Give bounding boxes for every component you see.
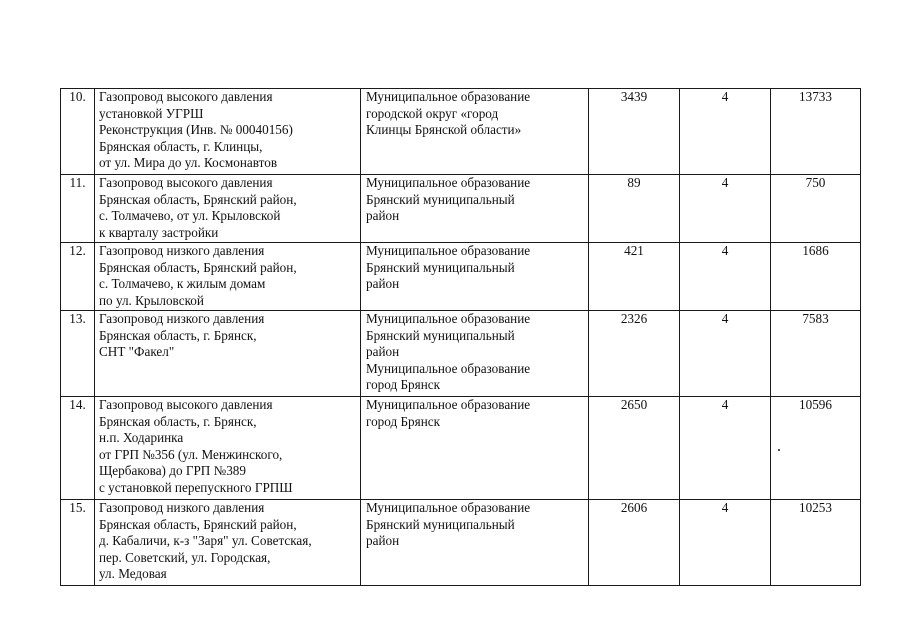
- length-cell: [589, 243, 680, 311]
- pressure-value: 4: [721, 175, 729, 190]
- object-name-line: ул. Медовая: [99, 566, 167, 582]
- row-number-cell: [61, 243, 95, 311]
- volume-cell: [771, 175, 861, 243]
- object-name-line: установкой УГРШ: [99, 105, 204, 121]
- object-name-line: от ГРП №356 (ул. Менжинского,: [99, 446, 283, 462]
- owner-line: город Брянск: [366, 413, 441, 429]
- object-name-line: Брянская область, Брянский район,: [99, 516, 297, 532]
- owner-cell: [361, 175, 589, 243]
- object-name-line: Брянская область, Брянский район,: [99, 259, 297, 275]
- volume-value: 750: [805, 175, 826, 190]
- object-name-line: Брянская область, Брянский район,: [99, 191, 297, 207]
- length-cell: [589, 89, 680, 175]
- pressure-value: 4: [721, 243, 729, 258]
- object-name-cell: [95, 243, 361, 311]
- object-name-line: с. Толмачево, от ул. Крыловской: [99, 208, 281, 224]
- object-name-cell: [95, 89, 361, 175]
- pressure-cell: [680, 175, 771, 243]
- table-row: [61, 500, 861, 586]
- owner-cell: [361, 311, 589, 397]
- volume-value: 7583: [802, 311, 829, 326]
- pressure-value: 4: [721, 397, 729, 412]
- row-number: 12.: [69, 243, 86, 258]
- length-value: 2606: [620, 500, 648, 515]
- table-row: [61, 397, 861, 500]
- volume-value: 10596: [799, 397, 832, 412]
- length-cell: [589, 311, 680, 397]
- object-name-line: к кварталу застройки: [99, 224, 219, 240]
- table-row: [61, 243, 861, 311]
- row-number-cell: [61, 311, 95, 397]
- owner-line: Муниципальное образование: [366, 175, 531, 190]
- object-name-line: Газопровод высокого давления: [99, 397, 273, 412]
- length-cell: [589, 397, 680, 500]
- scan-speck: [778, 449, 780, 451]
- volume-value: 1686: [802, 243, 829, 258]
- owner-line: район: [366, 208, 400, 224]
- volume-cell: [771, 243, 861, 311]
- object-name-line: Газопровод низкого давления: [99, 500, 265, 515]
- row-number: 14.: [69, 397, 86, 412]
- length-cell: [589, 175, 680, 243]
- owner-line: Муниципальное образование: [366, 89, 531, 104]
- volume-value: 13733: [799, 89, 832, 104]
- object-name-line: Газопровод низкого давления: [99, 243, 265, 258]
- object-name-line: д. Кабаличи, к-з "Заря" ул. Советская,: [99, 533, 312, 549]
- object-name-cell: [95, 397, 361, 500]
- volume-cell: [771, 397, 861, 500]
- object-name-cell: [95, 311, 361, 397]
- object-name-cell: [95, 500, 361, 586]
- length-value: 421: [624, 243, 644, 258]
- object-name-line: н.п. Ходаринка: [99, 430, 184, 446]
- owner-line: Муниципальное образование: [366, 397, 531, 412]
- owner-line: город Брянск: [366, 377, 441, 393]
- object-name-cell: [95, 175, 361, 243]
- object-name-line: с. Толмачево, к жилым домам: [99, 276, 266, 292]
- row-number: 10.: [69, 89, 86, 104]
- object-name-line: Газопровод низкого давления: [99, 311, 265, 326]
- owner-line: Брянский муниципальный: [366, 191, 515, 207]
- owner-line: Клинцы Брянской области»: [366, 122, 522, 138]
- owner-line: Муниципальное образование: [366, 243, 531, 258]
- row-number-cell: [61, 89, 95, 175]
- pressure-cell: [680, 243, 771, 311]
- object-name-line: пер. Советский, ул. Городская,: [99, 549, 271, 565]
- object-name-line: Газопровод высокого давления: [99, 175, 273, 190]
- owner-line: городской округ «город: [366, 105, 499, 121]
- gas-pipeline-table: [60, 88, 861, 586]
- length-value: 89: [627, 175, 641, 190]
- length-value: 3439: [620, 89, 648, 104]
- owner-line: район: [366, 276, 400, 292]
- object-name-line: Щербакова) до ГРП №389: [99, 463, 246, 479]
- row-number: 15.: [69, 500, 86, 515]
- pressure-cell: [680, 500, 771, 586]
- object-name-line: от ул. Мира до ул. Космонавтов: [99, 155, 278, 171]
- length-value: 2650: [620, 397, 648, 412]
- object-name-line: Брянская область, г. Брянск,: [99, 413, 257, 429]
- owner-line: Брянский муниципальный: [366, 259, 515, 275]
- owner-cell: [361, 243, 589, 311]
- object-name-line: СНТ "Факел": [99, 344, 175, 360]
- volume-value: 10253: [799, 500, 832, 515]
- owner-cell: [361, 89, 589, 175]
- object-name-line: Газопровод высокого давления: [99, 89, 273, 104]
- table-row: [61, 89, 861, 175]
- row-number: 13.: [69, 311, 86, 326]
- pressure-value: 4: [721, 500, 729, 515]
- owner-line: район: [366, 533, 400, 549]
- object-name-line: Брянская область, г. Клинцы,: [99, 138, 263, 154]
- pressure-cell: [680, 311, 771, 397]
- table-row: [61, 175, 861, 243]
- owner-line: Брянский муниципальный: [366, 516, 515, 532]
- pressure-value: 4: [721, 89, 729, 104]
- owner-line: Муниципальное образование: [366, 360, 531, 376]
- pressure-cell: [680, 397, 771, 500]
- table-body: [61, 89, 861, 586]
- owner-cell: [361, 397, 589, 500]
- table-row: [61, 311, 861, 397]
- pressure-cell: [680, 89, 771, 175]
- row-number-cell: [61, 175, 95, 243]
- owner-line: Муниципальное образование: [366, 500, 531, 515]
- volume-cell: [771, 89, 861, 175]
- owner-line: Муниципальное образование: [366, 311, 531, 326]
- pressure-value: 4: [721, 311, 729, 326]
- volume-cell: [771, 500, 861, 586]
- row-number: 11.: [69, 175, 86, 190]
- owner-line: район: [366, 344, 400, 360]
- volume-cell: [771, 311, 861, 397]
- row-number-cell: [61, 397, 95, 500]
- owner-cell: [361, 500, 589, 586]
- length-value: 2326: [620, 311, 648, 326]
- object-name-line: с установкой перепускного ГРПШ: [99, 479, 293, 495]
- object-name-line: Брянская область, г. Брянск,: [99, 327, 257, 343]
- length-cell: [589, 500, 680, 586]
- object-name-line: Реконструкция (Инв. № 00040156): [99, 122, 293, 138]
- owner-line: Брянский муниципальный: [366, 327, 515, 343]
- row-number-cell: [61, 500, 95, 586]
- object-name-line: по ул. Крыловской: [99, 292, 204, 308]
